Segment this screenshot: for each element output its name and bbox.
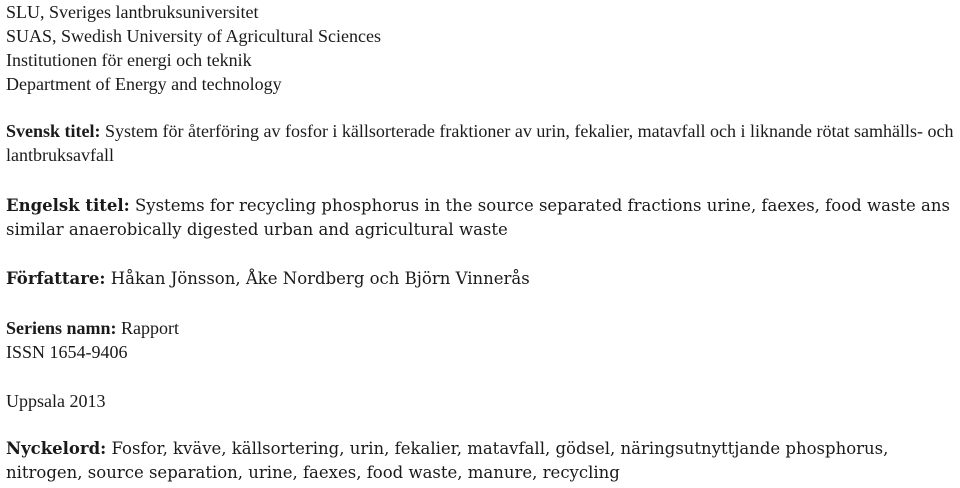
series-name: Rapport <box>121 318 180 338</box>
series-section <box>6 316 956 364</box>
swedish-title-label: Svensk titel: <box>6 121 101 141</box>
header-line-university-swedish: SLU, Sveriges lantbruksuniversitet <box>6 2 259 22</box>
keywords-label: Nyckelord: <box>6 439 107 458</box>
authors-section <box>6 267 956 291</box>
place-year: Uppsala 2013 <box>6 391 106 411</box>
authors-label: Författare: <box>6 269 106 288</box>
authors-text: Håkan Jönsson, Åke Nordberg och Björn Vinnerås <box>110 269 530 288</box>
swedish-title-text: System för återföring av fosfor i källsorterade fraktioner av urin, fekalier, matavfall och i liknande rötat samhälls- och lantbruksavfall <box>6 121 954 165</box>
keywords-text: Fosfor, kväve, källsortering, urin, fekalier, matavfall, gödsel, näringsutnyttjande phosphorus, nitrogen, source separation, urine, faexes, food waste, manure, recycling <box>6 439 889 482</box>
header-line-department-english: Department of Energy and technology <box>6 74 282 94</box>
english-title-label: Engelsk titel: <box>6 196 130 215</box>
header-line-department-swedish: Institutionen för energi och teknik <box>6 50 252 70</box>
english-title-text: Systems for recycling phosphorus in the source separated fractions urine, faexes, food waste ans similar anaerobically digested urban and agricultural waste <box>6 196 950 239</box>
header-line-university-english: SUAS, Swedish University of Agricultural Sciences <box>6 26 381 46</box>
institution-header <box>6 0 956 96</box>
english-title-section <box>6 194 956 242</box>
keywords-section <box>6 437 956 485</box>
swedish-title-section <box>6 119 956 167</box>
series-label: Seriens namn: <box>6 318 117 338</box>
issn-number: ISSN 1654-9406 <box>6 342 128 362</box>
